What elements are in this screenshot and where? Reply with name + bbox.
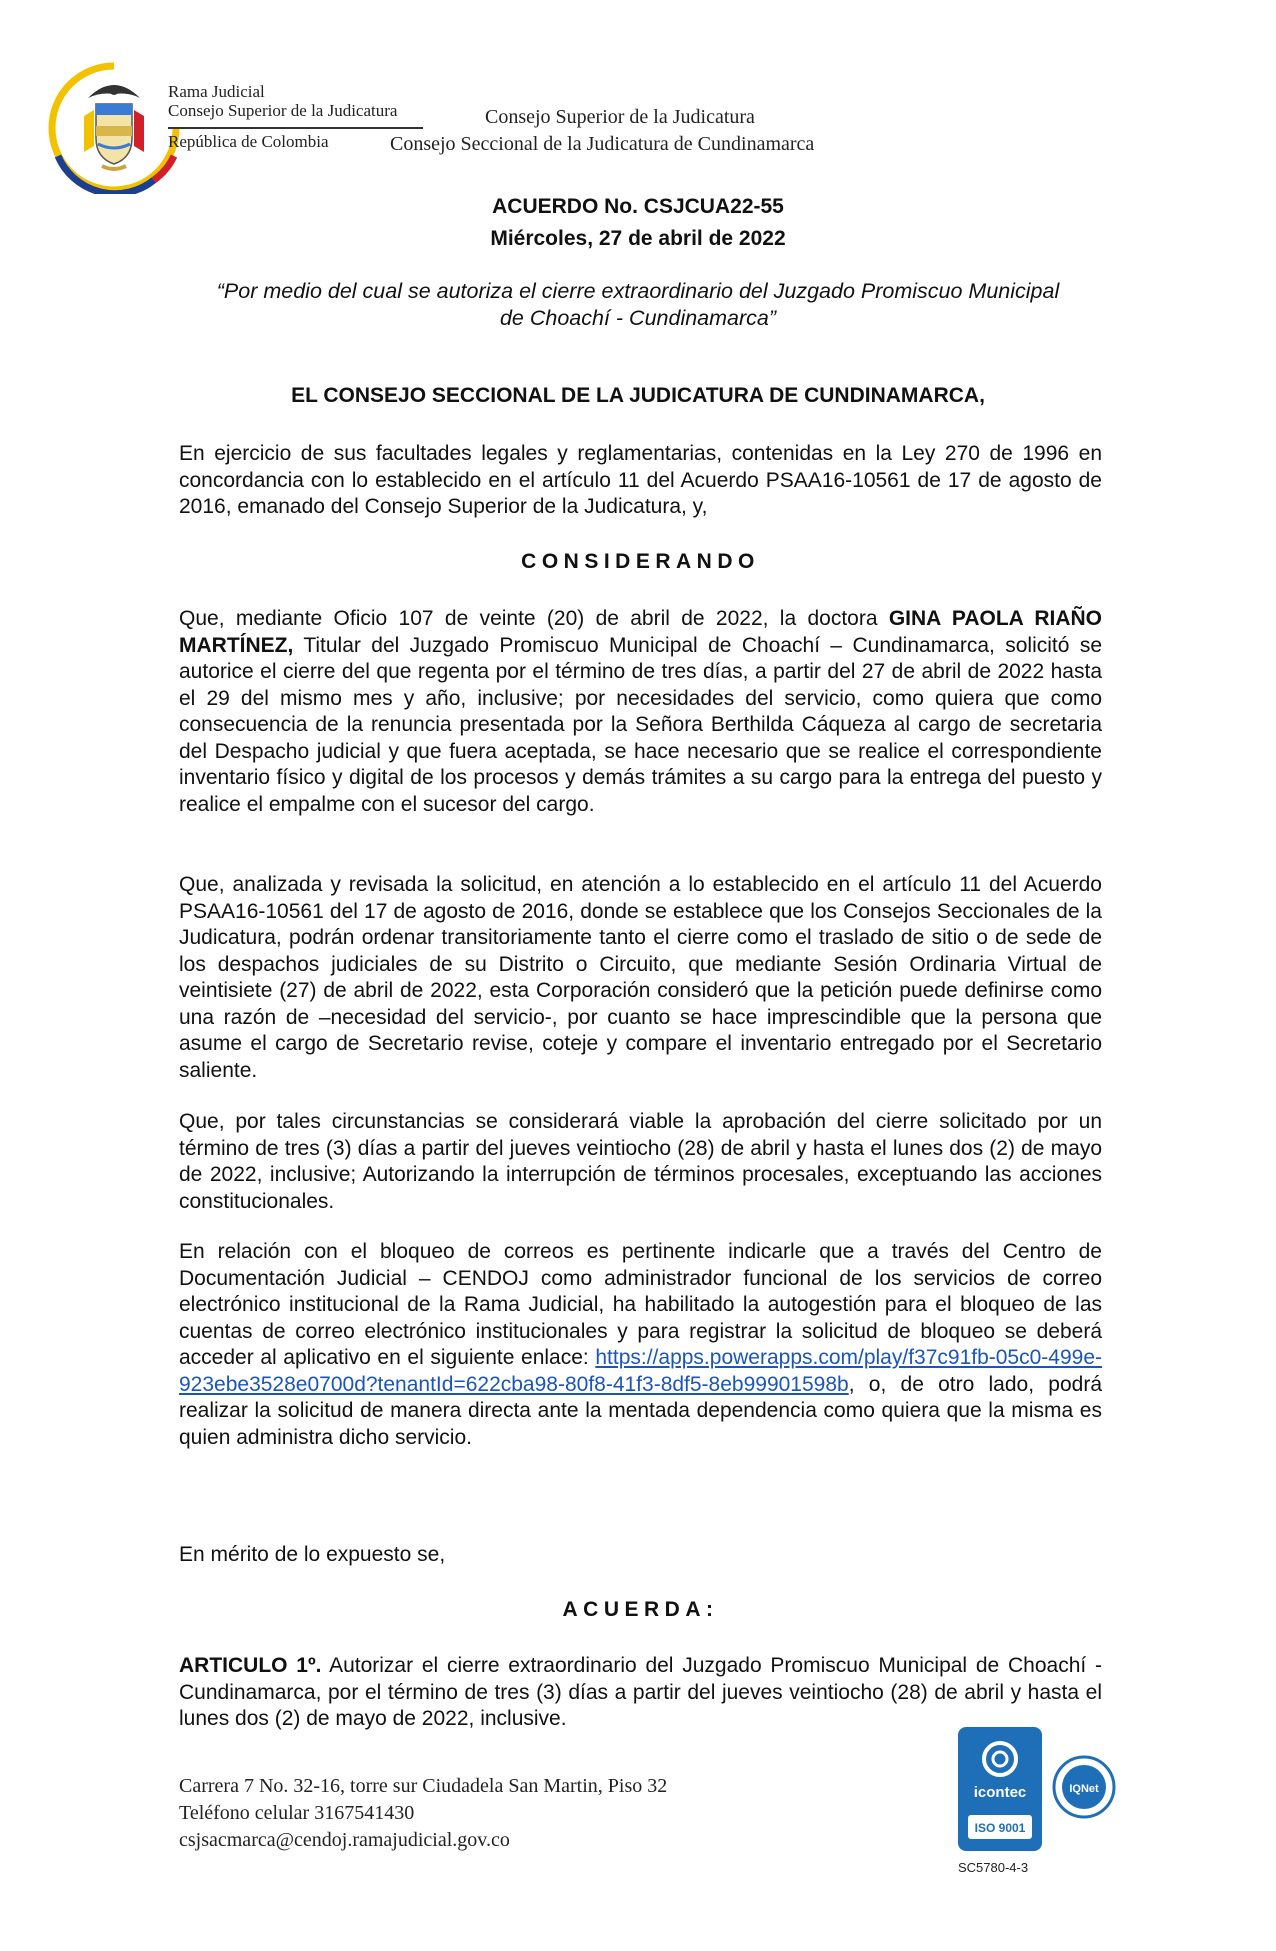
logo-line-consejo: Consejo Superior de la Judicatura bbox=[168, 101, 398, 120]
document-subject bbox=[180, 278, 1096, 332]
svg-text:icontec: icontec bbox=[973, 1784, 1027, 1801]
header-institution bbox=[390, 104, 814, 158]
header-line-superior: Consejo Superior de la Judicatura bbox=[485, 106, 755, 128]
considerando-paragraph-2: Que, analizada y revisada la solicitud, en atención a lo establecido en el artículo 11 del Acuerdo PSAA16-10561 del 17 de agosto de 2016, donde se establece que los Consejos Seccionales de la Judicatura, podrán ordenar transitoriamente tanto el cierre como el traslado de sitio o de sede de los despachos judiciales de su Distrito o Circuito, que mediante Sesión Ordinaria Virtual de veintisiete (27) de abril de 2022, esta Corporación consideró que la petición puede definirse como una razón de –necesidad del servicio-, por cuanto se hace imprescindible que la persona que asume el cargo de Secretario revise, coteje y compare el inventario entregado por el Secretario saliente. bbox=[179, 873, 1102, 1082]
document-date: Miércoles, 27 de abril de 2022 bbox=[490, 227, 786, 250]
considerando-paragraph-4 bbox=[179, 1239, 1102, 1451]
document-number: ACUERDO No. CSJCUA22-55 bbox=[492, 195, 784, 218]
logo-line-rama: Rama Judicial bbox=[168, 82, 265, 101]
colombia-coat-of-arms-logo bbox=[44, 60, 184, 194]
footer-email: csjsacmarca@cendoj.ramajudicial.gov.co bbox=[179, 1829, 510, 1851]
article-1-label: ARTICULO 1º. bbox=[179, 1654, 322, 1677]
certification-logos bbox=[956, 1725, 1126, 1862]
considerando-heading: CONSIDERANDO bbox=[521, 550, 760, 573]
svg-text:IQNet: IQNet bbox=[1069, 1783, 1099, 1795]
article-1 bbox=[179, 1653, 1102, 1733]
footer-address: Carrera 7 No. 32-16, torre sur Ciudadela San Martin, Piso 32 bbox=[179, 1775, 668, 1797]
considerando-paragraph-3: Que, por tales circunstancias se considerará viable la aprobación del cierre solicitado por un término de tres (3) días a partir del jueves veintiocho (28) de abril y hasta el lunes dos (2) de mayo de 2022, inclusive; Autorizando la interrupción de términos procesales, exceptuando las acciones constitucionales. bbox=[179, 1110, 1102, 1213]
considerando-paragraph-1 bbox=[179, 606, 1102, 818]
certificate-code: SC5780-4-3 bbox=[958, 1860, 1029, 1875]
judge-name: GINA PAOLA RIAÑO MARTÍNEZ, bbox=[179, 607, 1103, 657]
council-heading: EL CONSEJO SECCIONAL DE LA JUDICATURA DE CUNDINAMARCA, bbox=[291, 384, 985, 407]
para1-text-end: Titular del Juzgado Promiscuo Municipal de Choachí – Cundinamarca, solicitó se autorice el cierre del que regenta por el término de tres días, a partir del 27 de abril de 2022 hasta el 29 del mismo mes y año, inclusive; por necesidades del servicio, como quiera que como consecuencia de la renuncia presentada por la Señora Berthilda Cáqueza al cargo de secretaria del Despacho judicial y que fuera aceptada, se hace necesario que se realice el correspondiente inventario físico y digital de los procesos y demás trámites a su cargo para la entrega del puesto y realice el empalme con el sucesor del cargo. bbox=[179, 633, 1102, 816]
para4-text-end: , o, de otro lado, podrá realizar la solicitud de manera directa ante la mentada dependencia como quiera que la misma es quien administra dicho servicio. bbox=[179, 1372, 1102, 1449]
logo-text-block bbox=[168, 82, 397, 151]
article-1-text: Autorizar el cierre extraordinario del Juzgado Promiscuo Municipal de Choachí - Cundinamarca, por el término de tres (3) días a partir del jueves veintiocho (28) de abril y hasta el lunes dos (2) de mayo de 2022, inclusive. bbox=[179, 1654, 1102, 1730]
para1-text-start: Que, mediante Oficio 107 de veinte (20) de abril de 2022, la doctora bbox=[179, 607, 889, 630]
svg-text:ISO 9001: ISO 9001 bbox=[974, 1821, 1026, 1835]
logo-divider bbox=[168, 127, 423, 129]
header-line-seccional: Consejo Seccional de la Judicatura de Cundinamarca bbox=[390, 133, 815, 155]
subject-line-1: “Por medio del cual se autoriza el cierre extraordinario del Juzgado Promiscuo Municipal bbox=[216, 279, 1060, 303]
subject-line-2: de Choachí - Cundinamarca” bbox=[499, 306, 777, 330]
para4-text-start: En relación con el bloqueo de correos es pertinente indicarle que a través del Centro de Documentación Judicial – CENDOJ como administrador funcional de los servicios de correo electrónico institucional de la Rama Judicial, ha habilitado la autogestión para el bloqueo de las cuentas de correo electrónico institucionales y para registrar la solicitud de bloqueo se deberá acceder al aplicativo en el siguiente enlace: bbox=[179, 1240, 1102, 1369]
merit-line: En mérito de lo expuesto se, bbox=[179, 1543, 446, 1566]
icontec-iqnet-logo bbox=[956, 1725, 1126, 1857]
footer-contact bbox=[179, 1773, 667, 1854]
powerapps-link[interactable]: https://apps.powerapps.com/play/f37c91fb-05c0-499e-923ebe3528e0700d?tenantId=622cba98-80f8-41f3-8df5-8eb99901598b bbox=[179, 1346, 1102, 1396]
footer-phone: Teléfono celular 3167541430 bbox=[179, 1802, 415, 1824]
logo-line-republica: República de Colombia bbox=[168, 132, 329, 151]
acuerda-heading: ACUERDA: bbox=[562, 1598, 719, 1621]
intro-paragraph: En ejercicio de sus facultades legales y reglamentarias, contenidas en la Ley 270 de 1996 en concordancia con lo establecido en el artículo 11 del Acuerdo PSAA16-10561 de 17 de agosto de 2016, emanado del Consejo Superior de la Judicatura, y, bbox=[179, 442, 1102, 518]
